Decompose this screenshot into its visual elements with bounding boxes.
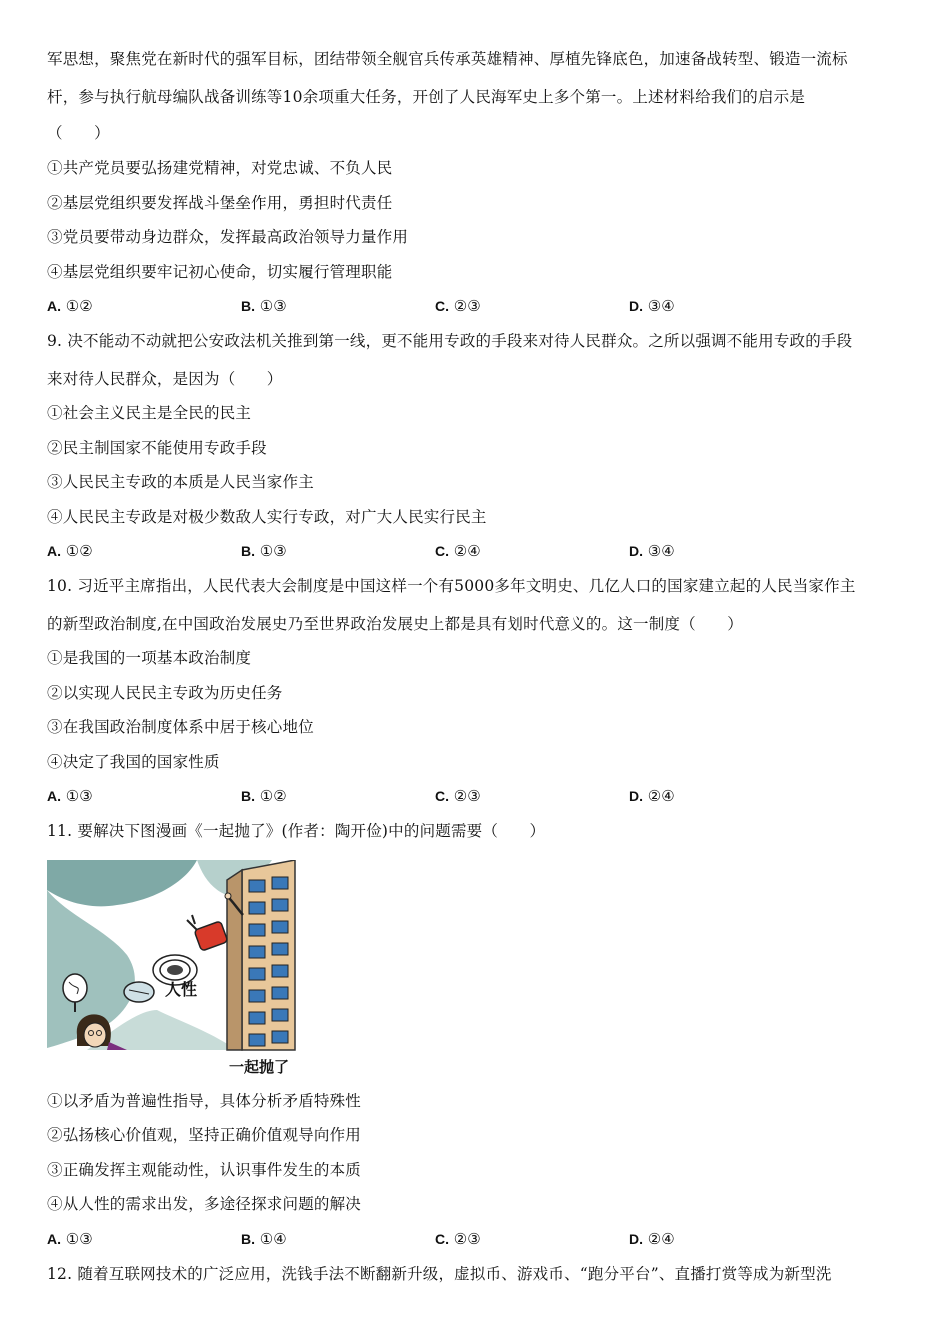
q10-options bbox=[47, 786, 907, 806]
q8-item-4: ④基层党组织要牢记初心使命，切实履行管理职能 bbox=[47, 263, 393, 281]
q10-option-d[interactable] bbox=[629, 786, 675, 806]
option-value: ②③ bbox=[453, 1230, 481, 1248]
option-key: A. bbox=[47, 1231, 61, 1247]
q10-option-b[interactable] bbox=[241, 786, 287, 806]
q11-option-d[interactable] bbox=[629, 1229, 675, 1249]
option-value: ①③ bbox=[259, 542, 287, 560]
q10-item-1: ①是我国的一项基本政治制度 bbox=[47, 649, 252, 667]
option-value: ①③ bbox=[65, 787, 93, 805]
q8-options bbox=[47, 296, 907, 316]
q9-option-c[interactable] bbox=[435, 541, 481, 561]
option-key: C. bbox=[435, 543, 449, 559]
option-value: ②④ bbox=[647, 1230, 675, 1248]
q10-stem-line-2: 的新型政治制度,在中国政治发展史乃至世界政治发展史上都是具有划时代意义的。这一制度（ ） bbox=[47, 615, 743, 633]
q8-stem-line-3: （ ） bbox=[47, 124, 110, 142]
q9-option-a[interactable] bbox=[47, 541, 93, 561]
q9-item-3: ③人民民主专政的本质是人民当家作主 bbox=[47, 473, 314, 491]
q11-item-3: ③正确发挥主观能动性，认识事件发生的本质 bbox=[47, 1161, 362, 1179]
bag-illustration bbox=[124, 982, 154, 1002]
q11-item-1: ①以矛盾为普遍性指导，具体分析矛盾特殊性 bbox=[47, 1092, 362, 1110]
q10-item-4: ④决定了我国的国家性质 bbox=[47, 753, 220, 771]
option-key: C. bbox=[435, 788, 449, 804]
q11-item-4: ④从人性的需求出发，多途径探求问题的解决 bbox=[47, 1195, 362, 1213]
q8-item-1: ①共产党员要弘扬建党精神，对党忠诚、不负人民 bbox=[47, 159, 393, 177]
q8-option-d[interactable] bbox=[629, 296, 675, 316]
q11-stem-line-1: 11. 要解决下图漫画《一起抛了》(作者：陶开俭)中的问题需要（ ） bbox=[47, 822, 546, 840]
comic-label: 人性 bbox=[165, 980, 198, 999]
q9-stem-line-1: 9. 决不能动不动就把公安政法机关推到第一线，更不能用专政的手段来对待人民群众。之所以强调不能用专政的手段 bbox=[47, 332, 853, 350]
q12-stem-line-1: 12. 随着互联网技术的广泛应用，洗钱手法不断翻新升级，虚拟币、游戏币、“跑分平台”、直播打赏等成为新型洗 bbox=[47, 1265, 832, 1283]
option-key: D. bbox=[629, 788, 643, 804]
option-value: ②④ bbox=[453, 542, 481, 560]
q9-item-2: ②民主制国家不能使用专政手段 bbox=[47, 439, 267, 457]
option-value: ②③ bbox=[453, 297, 481, 315]
q8-item-3: ③党员要带动身边群众，发挥最高政治领导力量作用 bbox=[47, 228, 409, 246]
q8-stem-line-1: 军思想，聚焦党在新时代的强军目标，团结带领全舰官兵传承英雄精神、厚植先锋底色，加速备战转型、锻造一流标 bbox=[47, 50, 848, 68]
option-key: C. bbox=[435, 1231, 449, 1247]
building-illustration bbox=[225, 860, 295, 1050]
option-key: D. bbox=[629, 298, 643, 314]
option-value: ①④ bbox=[259, 1230, 287, 1248]
q8-option-a[interactable] bbox=[47, 296, 93, 316]
q8-option-b[interactable] bbox=[241, 296, 287, 316]
option-key: B. bbox=[241, 543, 255, 559]
comic-caption: 一起抛了 bbox=[228, 1058, 290, 1076]
q11-option-c[interactable] bbox=[435, 1229, 481, 1249]
q9-option-b[interactable] bbox=[241, 541, 287, 561]
option-key: A. bbox=[47, 788, 61, 804]
option-value: ②④ bbox=[647, 787, 675, 805]
option-value: ①② bbox=[65, 297, 93, 315]
option-key: A. bbox=[47, 298, 61, 314]
option-key: C. bbox=[435, 298, 449, 314]
option-key: A. bbox=[47, 543, 61, 559]
q9-options bbox=[47, 541, 907, 561]
option-key: D. bbox=[629, 543, 643, 559]
option-value: ①③ bbox=[65, 1230, 93, 1248]
q9-item-1: ①社会主义民主是全民的民主 bbox=[47, 404, 252, 422]
q10-option-a[interactable] bbox=[47, 786, 93, 806]
option-key: B. bbox=[241, 1231, 255, 1247]
q11-option-b[interactable] bbox=[241, 1229, 287, 1249]
option-value: ①③ bbox=[259, 297, 287, 315]
q10-stem-line-1: 10. 习近平主席指出，人民代表大会制度是中国这样一个有5000多年文明史、几亿人口的国家建立起的人民当家作主 bbox=[47, 577, 856, 595]
q9-option-d[interactable] bbox=[629, 541, 675, 561]
option-value: ②③ bbox=[453, 787, 481, 805]
option-key: B. bbox=[241, 788, 255, 804]
q9-item-4: ④人民民主专政是对极少数敌人实行专政，对广大人民实行民主 bbox=[47, 508, 487, 526]
q9-stem-line-2: 来对待人民群众，是因为（ ） bbox=[47, 370, 283, 388]
option-value: ①② bbox=[65, 542, 93, 560]
option-key: D. bbox=[629, 1231, 643, 1247]
option-value: ③④ bbox=[647, 297, 675, 315]
option-key: B. bbox=[241, 298, 255, 314]
comic-image bbox=[47, 860, 297, 1078]
q10-item-2: ②以实现人民民主专政为历史任务 bbox=[47, 684, 283, 702]
option-value: ③④ bbox=[647, 542, 675, 560]
q11-item-2: ②弘扬核心价值观，坚持正确价值观导向作用 bbox=[47, 1126, 362, 1144]
q10-item-3: ③在我国政治制度体系中居于核心地位 bbox=[47, 718, 314, 736]
q8-item-2: ②基层党组织要发挥战斗堡垒作用，勇担时代责任 bbox=[47, 194, 393, 212]
q11-option-a[interactable] bbox=[47, 1229, 93, 1249]
option-value: ①② bbox=[259, 787, 287, 805]
q10-option-c[interactable] bbox=[435, 786, 481, 806]
q11-options bbox=[47, 1229, 907, 1249]
q8-stem-line-2: 杆，参与执行航母编队战备训练等10余项重大任务，开创了人民海军史上多个第一。上述材料给我们的启示是 bbox=[47, 88, 806, 106]
q8-option-c[interactable] bbox=[435, 296, 481, 316]
